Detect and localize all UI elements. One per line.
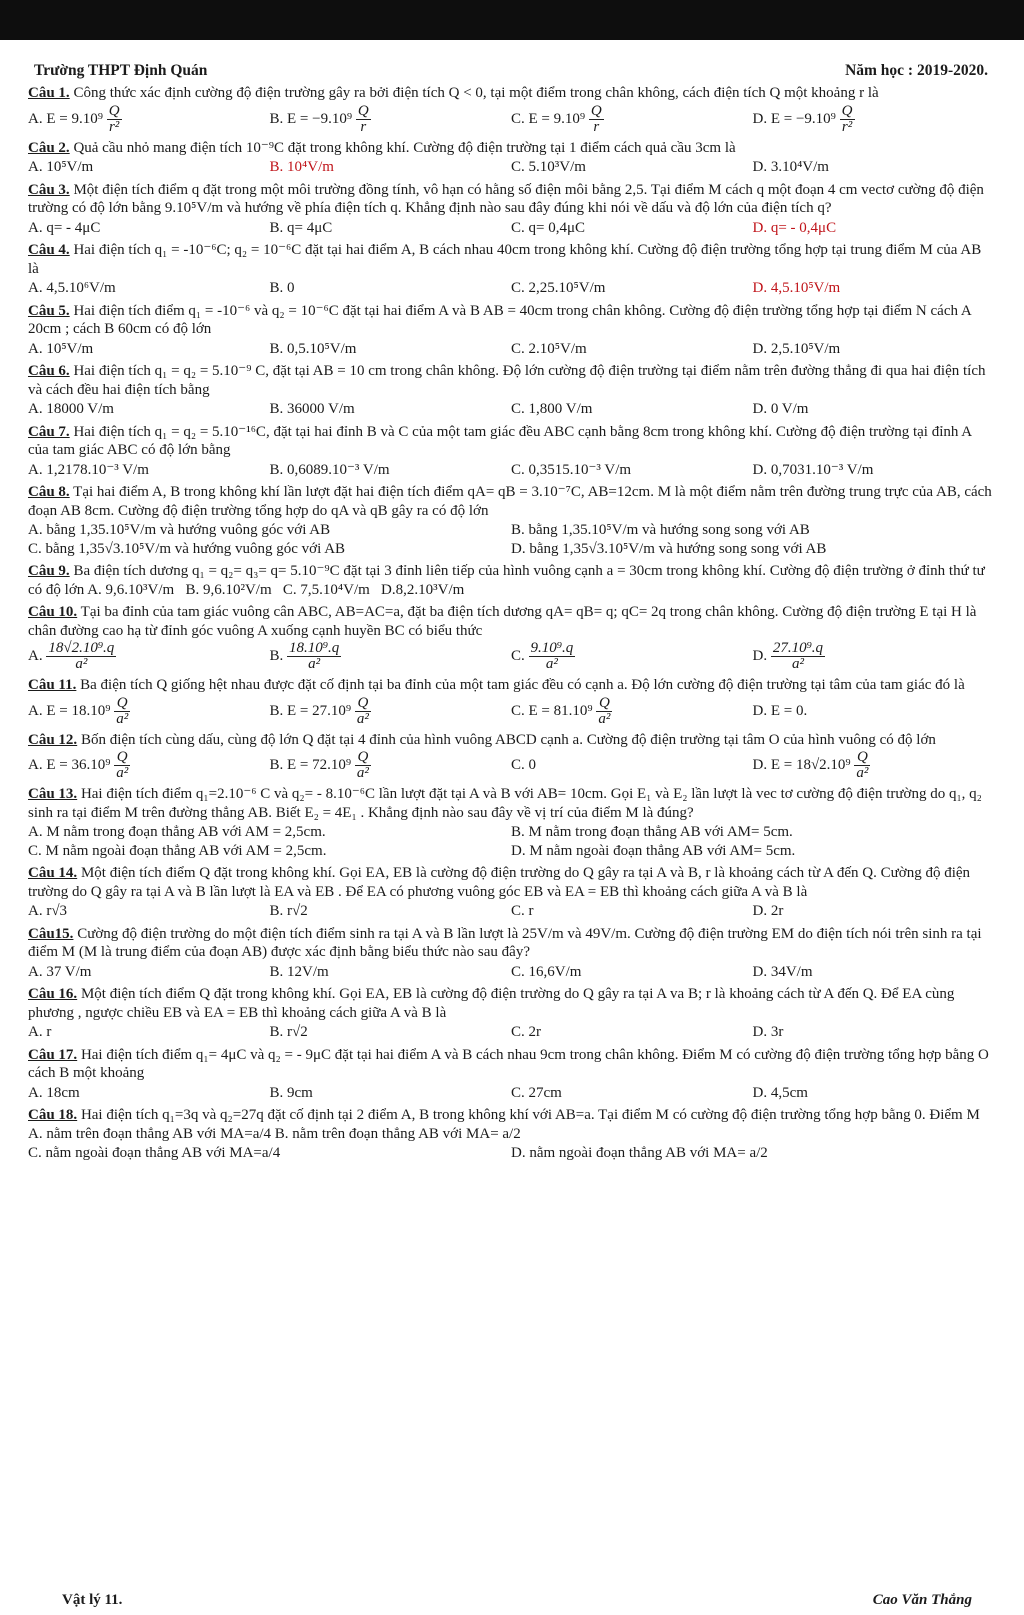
options	[28, 963, 994, 982]
page-footer	[62, 1592, 972, 1609]
question-label: Câu 12.	[28, 731, 78, 748]
option-c: C. nằm ngoài đoạn thẳng AB với MA=a/4	[28, 1145, 281, 1162]
options	[28, 1144, 994, 1163]
options	[28, 461, 994, 480]
question-text: Bốn điện tích cùng dấu, cùng độ lớn Q đặt tại 4 đỉnh của hình vuông ABCD cạnh a. Cường độ điện trường tại tâm O của hình vuông có độ lớn	[80, 731, 936, 748]
option-d: D. 2r	[752, 903, 784, 920]
option-c: C. q= 0,4μC	[511, 219, 586, 236]
page-header	[28, 62, 994, 80]
question-13	[28, 785, 994, 860]
question-label: Câu 3.	[28, 181, 70, 198]
question-label: Câu 6.	[28, 363, 70, 380]
option-c: C. 0	[511, 757, 537, 774]
options	[28, 823, 994, 860]
question-label: Câu 18.	[28, 1107, 78, 1124]
option-a: A. r√3	[28, 903, 68, 920]
options	[28, 158, 994, 177]
option-c: C. 27cm	[511, 1084, 562, 1101]
option-d: D.8,2.10³V/m	[381, 581, 465, 598]
options	[28, 279, 994, 298]
question-text: Tại ba đỉnh của tam giác vuông cân ABC, AB=AC=a, đặt ba điện tích dương qA= qB= q; qC= 2q trong chân không. Cường độ điện trường E tại H là chân đường cao hạ từ đỉnh góc vuông A xuống cạnh huyền BC có biểu thức	[28, 604, 977, 639]
question-17	[28, 1046, 994, 1103]
question-text: Tại hai điểm A, B trong không khí lần lượt đặt hai điện tích điểm qA= qB = 3.10⁻⁷C, AB=12cm. M là một điểm nằm trên đường trung trực của AB, cách đoạn AB 8cm. Cường độ điện trường tổng hợp do qA và qB gây ra có độ lớn	[28, 484, 992, 519]
option-d: D. 3r	[752, 1024, 784, 1041]
option-c: C. 2r	[511, 1024, 541, 1041]
options	[28, 1023, 994, 1042]
question-text: Công thức xác định cường độ điện trường gây ra bởi điện tích Q < 0, tại một điểm trong chân không, cách điện tích Q một khoảng r là	[73, 85, 879, 101]
question-5	[28, 302, 994, 359]
option-a: A. 18cm	[28, 1084, 80, 1101]
exam-page	[28, 62, 994, 1164]
option-a: A. 4,5.10⁶V/m	[28, 280, 116, 297]
question-text: Ba điện tích Q giống hệt nhau được đặt cố định tại ba đỉnh của một tam giác đều có cạnh a. Độ lớn cường độ điện trường tại tâm của tam giác đó là	[80, 677, 965, 694]
option-d: D. 0 V/m	[752, 401, 809, 418]
question-1	[28, 84, 994, 135]
option-b: B. M nằm trong đoạn thẳng AB với AM= 5cm.	[511, 824, 793, 841]
option-a: A. r	[28, 1024, 52, 1041]
options	[28, 1084, 994, 1103]
school-year: Năm học : 2019-2020.	[845, 62, 988, 79]
question-label: Câu 14.	[28, 865, 78, 882]
option-a: A. 1,2178.10⁻³ V/m	[28, 461, 149, 478]
option-b: B. 0,5.10⁵V/m	[269, 340, 357, 357]
question-9	[28, 562, 994, 599]
option-a: A. 10⁵V/m	[28, 159, 94, 176]
question-text: Quả cầu nhỏ mang điện tích 10⁻⁹C đặt trong không khí. Cường độ điện trường tại 1 điểm cách quả cầu 3cm là	[73, 139, 736, 156]
option-b: B. 9,6.10²V/m	[185, 581, 272, 598]
question-6	[28, 362, 994, 419]
question-label: Câu 16.	[28, 986, 78, 1003]
option-b: B. bằng 1,35.10⁵V/m và hướng song song với AB	[511, 522, 810, 539]
question-text: Hai điện tích q₁ = q₂ = 5.10⁻⁹ C, đặt tại AB = 10 cm trong chân không. Độ lớn cường độ điện trường tại điểm nằm trên đường thẳng đi qua hai điện tích và cách đều hai điện tích bằng	[28, 363, 986, 398]
option-b: B. 0	[269, 280, 295, 297]
option-b: B. 10⁴V/m	[269, 159, 334, 176]
question-7	[28, 423, 994, 480]
option-d: D. E = −9.10⁹ $\frac{Q}{\text{r²}}$	[752, 102, 853, 135]
option-b: B. r√2	[269, 1024, 308, 1041]
option-d: D. 34V/m	[752, 963, 813, 980]
question-text: Hai điện tích q₁ = q₂ = 5.10⁻¹⁶C, đặt tại hai đỉnh B và C của một tam giác đều ABC cạnh bằng 8cm trong không khí. Cường độ điện trường tại đỉnh A của tam giác ABC có độ lớn bằng	[28, 423, 972, 459]
option-d: D. E = 0.	[752, 702, 808, 719]
option-b: B. E = 72.10⁹ $\frac{Q}{\text{a²}}$	[269, 749, 369, 782]
question-16	[28, 985, 994, 1042]
option-c: C. M nằm ngoài đoạn thẳng AB với AM = 2,5cm.	[28, 842, 327, 859]
option-a: A. E = 18.10⁹ $\frac{Q}{\text{a²}}$	[28, 694, 129, 727]
question-text: Cường độ điện trường do một điện tích điểm sinh ra tại A và B lần lượt là 25V/m và 49V/m. Cường độ điện trường EM do điện tích nói trên sinh ra tại điểm M (M là trung điểm của đoạn AB) được xác định bằng biểu thức nào sau đây?	[28, 925, 982, 961]
question-14	[28, 864, 994, 921]
question-8	[28, 483, 994, 558]
top-dark-band	[0, 0, 1024, 40]
option-c: C. E = 81.10⁹ $\frac{Q}{\text{a²}}$	[511, 694, 611, 727]
question-text: Một điện tích điểm Q đặt trong không khí. Gọi EA, EB là cường độ điện trường do Q gây ra tại A va B; r là khoảng cách từ A đến Q. Để EA cùng phương , ngược chiều EB và EA = EB thì khoảng cách giữa A và B là	[28, 986, 955, 1021]
question-text: Một điện tích điểm q đặt trong một môi trường đồng tính, vô hạn có hằng số điện môi bằng 2,5. Tại điểm M cách q một đoạn 4 cm vectơ cường độ điện trường có độ lớn bằng 9.10⁵V/m và hướng về phía điện tích q. Khẳng định nào sau đây đúng khi nói về dấu và độ lớn của điện tích q?	[28, 181, 984, 217]
option-d: D. 0,7031.10⁻³ V/m	[752, 461, 874, 478]
option-d: D. bằng 1,35√3.10⁵V/m và hướng song song với AB	[511, 540, 827, 557]
option-c: C. 1,800 V/m	[511, 401, 593, 418]
question-text: Hai điện tích điểm q₁ = -10⁻⁶ và q₂ = 10⁻⁶C đặt tại hai điểm A và B AB = 40cm trong chân không. Cường độ điện trường tổng hợp tại điểm N cách A 20cm ; cách B 60cm có độ lớn	[28, 302, 971, 338]
option-c: C. r	[511, 903, 534, 920]
question-label: Câu 17.	[28, 1046, 78, 1063]
question-label: Câu 13.	[28, 786, 78, 803]
option-c: C. 16,6V/m	[511, 963, 582, 980]
question-text: Ba điện tích dương q₁ = q₂= q₃= q= 5.10⁻⁹C đặt tại 3 đỉnh liên tiếp của hình vuông cạnh a = 30cm trong không khí. Cường độ điện trường ở đỉnh thứ tư có độ lớn	[28, 563, 985, 598]
option-d: D. nằm ngoài đoạn thẳng AB với MA= a/2	[511, 1145, 768, 1162]
option-c: C. 5.10³V/m	[511, 159, 586, 176]
option-a: A. $\frac{\text{18√2.10⁹.q}}{\text{a²}}$	[28, 640, 115, 673]
option-a: A. 10⁵V/m	[28, 340, 94, 357]
option-a: A. E = 9.10⁹ $\frac{Q}{\text{r²}}$	[28, 102, 120, 135]
footer-subject: Vật lý 11.	[62, 1592, 123, 1608]
question-text: Hai điện tích q₁=3q và q₂=27q đặt cố định tại 2 điểm A, B trong không khí với AB=a. Tại điểm M có cường độ điện trường tổng hợp bằng 0. Điểm M A. nằm trên đoạn thẳng AB với MA=a/4 B. nằm trên đoạn thẳng AB với MA= a/2	[28, 1107, 980, 1142]
option-c: C. 7,5.10⁴V/m	[282, 581, 370, 598]
option-b: B. E = −9.10⁹ $\frac{Q}{r}$	[269, 102, 369, 135]
option-b: B. E = 27.10⁹ $\frac{Q}{\text{a²}}$	[269, 694, 369, 727]
option-b: B. $\frac{\text{18.10⁹.q}}{\text{a²}}$	[269, 640, 340, 673]
option-d: D. 3.10⁴V/m	[752, 159, 829, 176]
footer-author: Cao Văn Thắng	[872, 1592, 972, 1608]
option-b: B. r√2	[269, 903, 308, 920]
option-d: D. $\frac{\text{27.10⁹.q}}{\text{a²}}$	[752, 640, 824, 673]
options	[28, 902, 994, 921]
option-a: A. E = 36.10⁹ $\frac{Q}{\text{a²}}$	[28, 749, 129, 782]
question-label: Câu15.	[28, 925, 74, 942]
options	[28, 219, 994, 238]
question-label: Câu 5.	[28, 302, 70, 319]
option-b: B. 12V/m	[269, 963, 329, 980]
question-11	[28, 676, 994, 727]
question-10	[28, 603, 994, 672]
options	[28, 750, 994, 781]
options	[28, 641, 994, 672]
question-12	[28, 731, 994, 782]
option-c: C. 2,25.10⁵V/m	[511, 280, 606, 297]
option-d: D. 2,5.10⁵V/m	[752, 340, 841, 357]
option-d: D. M nằm ngoài đoạn thẳng AB với AM= 5cm.	[511, 842, 796, 859]
option-b: B. 9cm	[269, 1084, 313, 1101]
question-text: Hai điện tích điểm q₁=2.10⁻⁶ C và q₂= - 8.10⁻⁶C lần lượt đặt tại A và B với AB= 10cm. Gọi E₁ và E₂ lần lượt là vec tơ cường độ điện trường do q₁, q₂ sinh ra tại điểm M trên đường thẳng AB. Biết E₂ = 4E₁ . Khẳng định nào sau đây về vị trí của điểm M là đúng?	[28, 786, 982, 821]
question-label: Câu 4.	[28, 242, 70, 259]
option-a: A. 37 V/m	[28, 963, 92, 980]
question-label: Câu 11.	[28, 677, 77, 694]
option-c: C. E = 9.10⁹ $\frac{Q}{r}$	[511, 102, 602, 135]
options	[28, 340, 994, 359]
question-4	[28, 241, 994, 298]
question-label: Câu 1.	[28, 85, 70, 101]
question-label: Câu 7.	[28, 423, 70, 440]
question-text: Hai điện tích q₁ = -10⁻⁶C; q₂ = 10⁻⁶C đặt tại hai điểm A, B cách nhau 40cm trong không khí. Cường độ điện trường tổng hợp tại trung điểm M của AB là	[28, 242, 982, 277]
question-label: Câu 2.	[28, 139, 70, 156]
option-d: D. E = 18√2.10⁹ $\frac{Q}{\text{a²}}$	[752, 749, 869, 782]
question-18	[28, 1106, 994, 1163]
question-text: Hai điện tích điểm q₁= 4μC và q₂ = - 9μC đặt tại hai điểm A và B cách nhau 9cm trong chân không. Điểm M có cường độ điện trường tổng hợp bằng O cách B một khoảng	[28, 1046, 989, 1082]
option-d: D. 4,5.10⁵V/m	[752, 280, 841, 297]
question-text: Một điện tích điểm Q đặt trong không khí. Gọi EA, EB là cường độ điện trường do Q gây ra tại A và B, r là khoảng cách từ A đến Q. Cường độ điện trường do Q gây ra tại A và B lần lượt là EA và EB . Để EA có phương vuông góc EB và EA = EB thì khoảng cách giữa A và B là	[28, 865, 971, 900]
option-a: A. 18000 V/m	[28, 401, 114, 418]
option-d: D. q= - 0,4μC	[752, 219, 837, 236]
option-b: B. 36000 V/m	[269, 401, 355, 418]
options	[28, 400, 994, 419]
question-2	[28, 139, 994, 177]
option-c: C. bằng 1,35√3.10⁵V/m và hướng vuông góc với AB	[28, 540, 346, 557]
question-label: Câu 9.	[28, 563, 70, 580]
question-label: Câu 10.	[28, 604, 78, 621]
question-3	[28, 181, 994, 238]
option-a: A. M nằm trong đoạn thẳng AB với AM = 2,5cm.	[28, 824, 326, 841]
option-c: C. $\frac{\text{9.10⁹.q}}{\text{a²}}$	[511, 640, 574, 673]
option-a: A. bằng 1,35.10⁵V/m và hướng vuông góc với AB	[28, 522, 331, 539]
option-b: B. q= 4μC	[269, 219, 333, 236]
options	[28, 104, 994, 135]
options	[28, 696, 994, 727]
option-a: A. q= - 4μC	[28, 219, 101, 236]
question-15	[28, 925, 994, 982]
option-c: C. 2.10⁵V/m	[511, 340, 587, 357]
option-c: C. 0,3515.10⁻³ V/m	[511, 461, 632, 478]
option-d: D. 4,5cm	[752, 1084, 808, 1101]
question-label: Câu 8.	[28, 484, 70, 501]
option-a: A. 9,6.10³V/m	[87, 581, 175, 598]
option-b: B. 0,6089.10⁻³ V/m	[269, 461, 390, 478]
options	[28, 521, 994, 558]
school-name: Trường THPT Định Quán	[34, 62, 208, 79]
